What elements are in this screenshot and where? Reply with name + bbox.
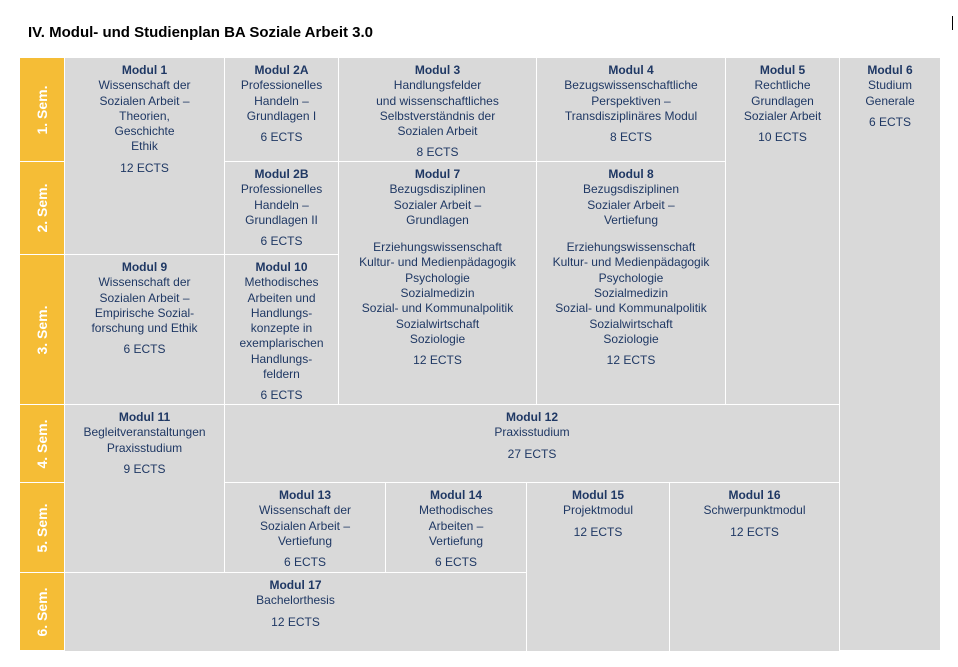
module-name: Modul 11 xyxy=(118,410,171,424)
module-description-line: Bezugswissenschaftliche xyxy=(564,78,698,93)
module-7-cell xyxy=(339,162,537,405)
module-description-line: Studium xyxy=(867,78,913,93)
module-16-cell xyxy=(670,483,840,651)
discipline-list xyxy=(339,240,536,347)
module-name: Modul 2A xyxy=(254,63,309,77)
module-description-line: und wissenschaftliches xyxy=(376,93,499,108)
module-15-cell xyxy=(527,483,670,651)
module-description-line: exemplarischen xyxy=(239,336,324,351)
module-description-line: Grundlagen xyxy=(751,93,814,108)
module-description-line: Sozialer Arbeit – xyxy=(393,197,482,212)
module-name: Modul 6 xyxy=(867,63,913,77)
module-name: Modul 5 xyxy=(759,63,806,77)
module-description-line: Sozialen Arbeit xyxy=(397,124,478,139)
discipline-item: Kultur- und Medienpädagogik xyxy=(552,255,710,270)
module-description-line: Wissenschaft der xyxy=(258,503,352,518)
ects-value: 6 ECTS xyxy=(123,342,166,357)
module-name: Modul 15 xyxy=(571,488,624,502)
discipline-item: Sozialmedizin xyxy=(400,286,475,301)
module-description-line: Handlungs- xyxy=(250,351,313,366)
module-name: Modul 1 xyxy=(121,63,168,77)
module-description-line: Schwerpunktmodul xyxy=(703,503,806,518)
module-name: Modul 3 xyxy=(414,63,461,77)
module-description-line: Vertiefung xyxy=(428,533,484,548)
module-1-cell xyxy=(65,58,225,255)
ects-value: 12 ECTS xyxy=(573,524,623,539)
ects-value: 12 ECTS xyxy=(606,353,656,368)
module-description-line: Wissenschaft der xyxy=(98,78,191,93)
semester-6-label: 6. Sem. xyxy=(20,573,64,651)
ects-value: 9 ECTS xyxy=(123,461,166,476)
module-name: Modul 9 xyxy=(121,260,168,274)
page-title: IV. Modul- und Studienplan BA Soziale Arbeit 3.0 xyxy=(28,24,374,41)
ects-value: 6 ECTS xyxy=(283,555,326,570)
module-name: Modul 16 xyxy=(728,488,781,502)
module-description-line: Grundlagen I xyxy=(246,108,317,123)
semester-1-label: 1. Sem. xyxy=(20,58,64,162)
semester-4-label: 4. Sem. xyxy=(20,405,64,483)
module-13-cell xyxy=(225,483,386,573)
module-description-line: Perspektiven – xyxy=(591,93,671,108)
discipline-item: Kultur- und Medienpädagogik xyxy=(359,255,516,270)
module-6-cell xyxy=(840,58,940,651)
module-name: Modul 2B xyxy=(254,167,309,181)
module-name: Modul 8 xyxy=(608,167,654,181)
ects-value: 8 ECTS xyxy=(609,130,652,145)
module-4-cell xyxy=(537,58,726,162)
module-description-line: forschung und Ethik xyxy=(91,321,198,336)
module-description-line: Ethik xyxy=(131,139,158,154)
module-description-line: Handlungsfelder xyxy=(393,78,482,93)
semester-5-label: 5. Sem. xyxy=(20,483,64,573)
module-description-line: Handeln – xyxy=(254,197,309,212)
module-description-line: Generale xyxy=(865,93,915,108)
module-12-cell xyxy=(225,405,840,483)
discipline-item: Soziologie xyxy=(409,331,466,346)
module-description-line: Sozialer Arbeit xyxy=(743,108,822,123)
module-name: Modul 13 xyxy=(278,488,331,502)
discipline-item: Erziehungswissenschaft xyxy=(566,240,696,255)
module-5-cell xyxy=(726,58,840,405)
module-description-line: Rechtliche xyxy=(754,78,811,93)
module-description-line: Grundlagen xyxy=(406,212,469,227)
module-description-line: Sozialer Arbeit – xyxy=(587,197,675,212)
discipline-item: Sozialwirtschaft xyxy=(395,316,480,331)
ects-value: 12 ECTS xyxy=(120,160,169,175)
ects-value: 10 ECTS xyxy=(758,130,807,145)
discipline-item: Sozialwirtschaft xyxy=(589,316,673,331)
module-name: Modul 10 xyxy=(255,260,308,274)
module-description-line: Wissenschaft der xyxy=(98,275,191,290)
module-name: Modul 4 xyxy=(608,63,654,77)
ects-value: 8 ECTS xyxy=(416,145,459,160)
module-description-line: Handeln – xyxy=(254,93,309,108)
discipline-list xyxy=(537,240,725,347)
module-description-line: Vertiefung xyxy=(603,212,659,227)
module-description-line: Grundlagen II xyxy=(245,212,318,227)
discipline-item: Sozial- und Kommunalpolitik xyxy=(361,301,514,316)
module-description-line: Bezugsdisziplinen xyxy=(389,182,486,197)
discipline-item: Psychologie xyxy=(598,270,664,285)
module-description-line: Theorien, xyxy=(119,108,170,123)
module-description-line: Praxisstudium xyxy=(494,425,570,440)
module-description-line: Bezugsdisziplinen xyxy=(582,182,680,197)
module-description-line: Professionelles xyxy=(240,182,323,197)
module-8-cell xyxy=(537,162,726,405)
module-description-line: Sozialen Arbeit – xyxy=(259,518,351,533)
discipline-item: Soziologie xyxy=(603,331,659,346)
ects-value: 12 ECTS xyxy=(730,524,779,539)
module-description-line: Sozialen Arbeit – xyxy=(99,290,190,305)
ects-value: 6 ECTS xyxy=(260,130,303,145)
ects-value: 12 ECTS xyxy=(271,614,320,629)
module-name: Modul 14 xyxy=(429,488,482,502)
module-description-line: Vertiefung xyxy=(277,533,333,548)
module-11-cell xyxy=(65,405,225,573)
module-name: Modul 17 xyxy=(269,578,322,592)
module-description-line: Selbstverständnis der xyxy=(379,108,496,123)
ects-value: 27 ECTS xyxy=(507,446,557,461)
discipline-item: Sozialmedizin xyxy=(593,286,669,301)
module-description-line: konzepte in xyxy=(250,321,313,336)
module-description-line: Arbeiten und xyxy=(247,290,316,305)
module-name: Modul 7 xyxy=(414,167,461,181)
module-description-line: Transdisziplinäres Modul xyxy=(564,108,698,123)
cursor-mark xyxy=(952,16,953,30)
module-2b-cell xyxy=(225,162,339,255)
discipline-item: Erziehungswissenschaft xyxy=(373,240,502,255)
module-description-line: Praxisstudium xyxy=(106,440,183,455)
module-description-line: Empirische Sozial- xyxy=(94,305,195,320)
module-description-line: feldern xyxy=(263,367,300,382)
discipline-item: Psychologie xyxy=(405,270,470,285)
module-description-line: Bachelorthesis xyxy=(256,593,335,608)
module-description-line: Professionelles xyxy=(240,78,323,93)
module-2a-cell xyxy=(225,58,339,162)
module-description-line: Projektmodul xyxy=(562,503,634,518)
module-description-line: Arbeiten – xyxy=(428,518,484,533)
module-description-line: Handlungs- xyxy=(250,305,313,320)
module-name: Modul 12 xyxy=(505,410,558,424)
ects-value: 6 ECTS xyxy=(434,555,477,570)
module-14-cell xyxy=(386,483,527,573)
module-10-cell xyxy=(225,255,339,405)
ects-value: 6 ECTS xyxy=(260,234,303,249)
module-3-cell xyxy=(339,58,537,162)
discipline-item: Sozial- und Kommunalpolitik xyxy=(555,301,707,316)
semester-2-label: 2. Sem. xyxy=(20,162,64,255)
module-description-line: Sozialen Arbeit – xyxy=(99,93,190,108)
ects-value: 6 ECTS xyxy=(260,388,303,403)
module-description-line: Begleitveranstaltungen xyxy=(83,425,206,440)
module-description-line: Methodisches xyxy=(418,503,494,518)
module-description-line: Geschichte xyxy=(114,124,175,139)
ects-value: 6 ECTS xyxy=(868,114,911,129)
module-17-cell xyxy=(65,573,527,651)
module-description-line: Methodisches xyxy=(244,275,319,290)
semester-3-label: 3. Sem. xyxy=(20,255,64,405)
module-9-cell xyxy=(65,255,225,405)
study-plan-table xyxy=(20,58,940,651)
ects-value: 12 ECTS xyxy=(413,353,462,368)
